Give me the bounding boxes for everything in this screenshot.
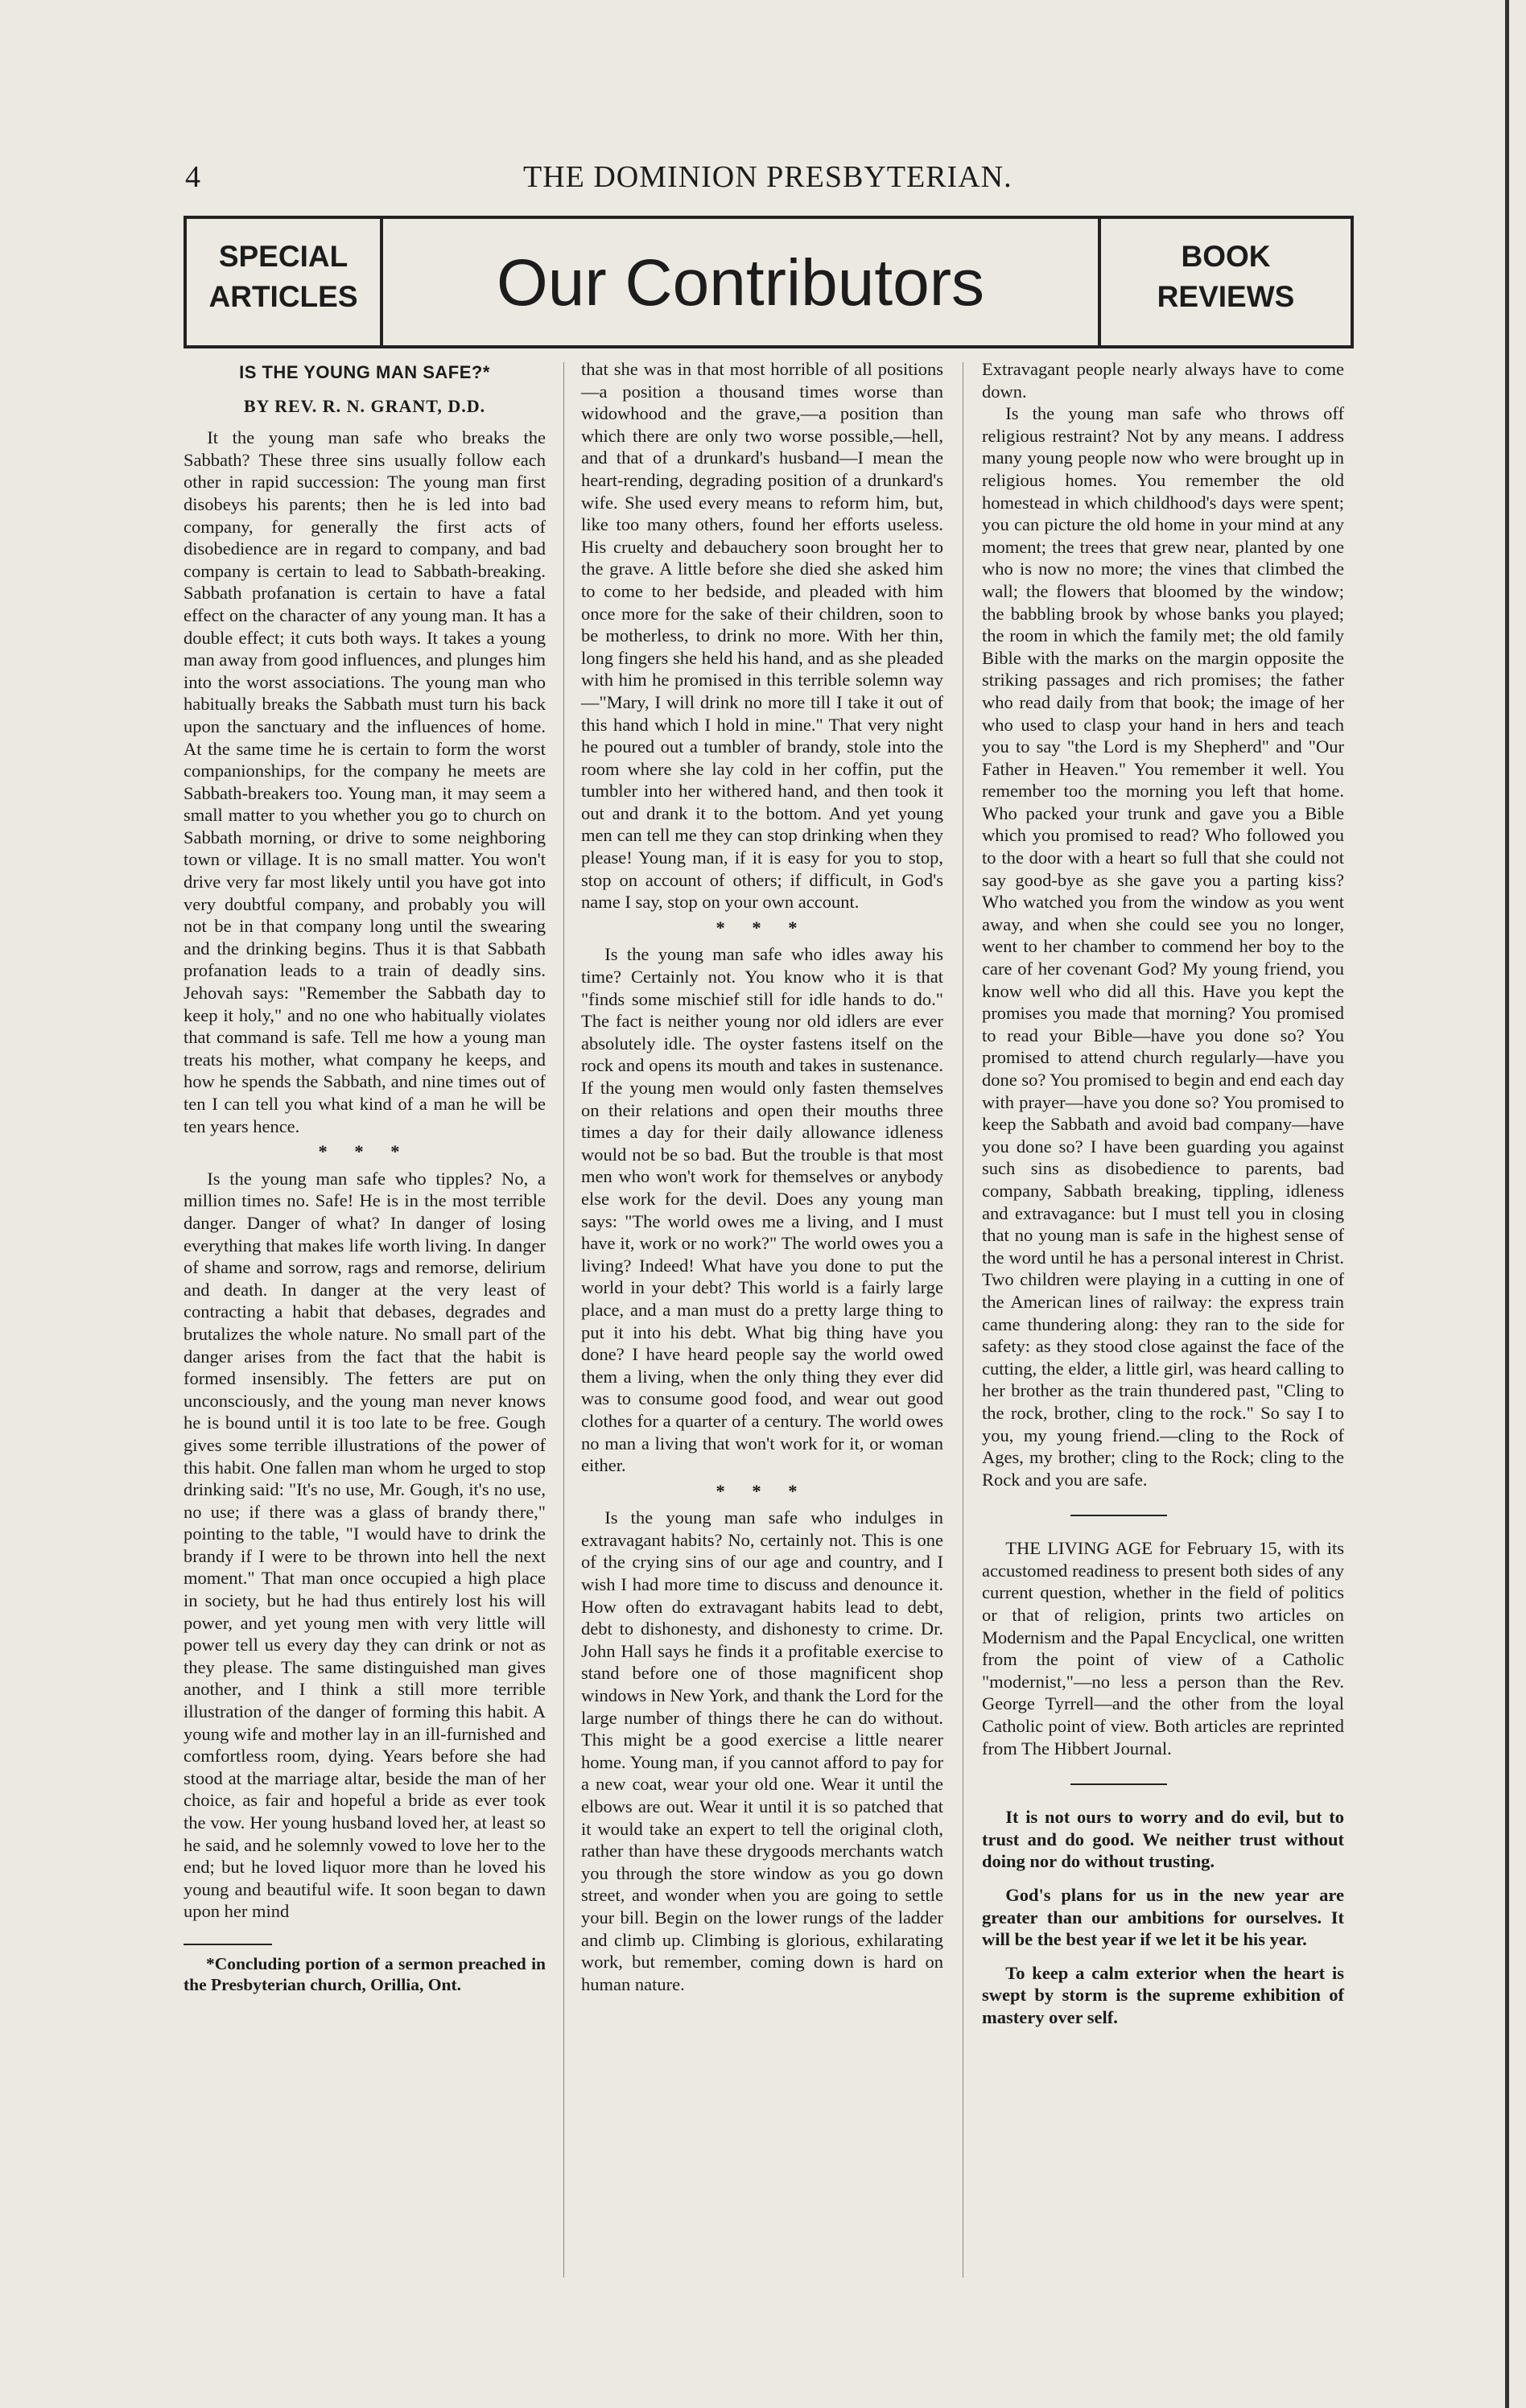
paragraph: Is the young man safe who indulges in extravagant habits? No, certainly not. This is one of the crying sins of our age and country, and I wish I had more time to discuss and denounce it. How often do extravagant habits lead to debt, debt to dishonesty, and dishonesty to crime. Dr. John Hall says he finds it a profitable exercise to stand before one of those magnificent shop windows in New York, and thank the Lord for the large number of things there he can do without. This might be a good exercise a little nearer home. Young man, if you cannot afford to pay for a new coat, wear your old one. Wear it until the elbows are out. Wear it until it is so patched that it would take an expert to tell the original cloth, rather than have these drygoods merchants watch you through the store window as you go down street, and wonder when you are going to settle your bill. Begin on the lower rungs of the ladder and climb up. Climbing is glorious, exhilarating work, but remember, coming down is hard on human nature. <box>581 1507 943 1994</box>
section-separator: * * * <box>318 1141 411 1162</box>
maxim: God's plans for us in the new year are greater than our ambitions for ourselves. It will be the best year if we let it be his year. <box>982 1885 1344 1950</box>
page-number: 4 <box>185 160 201 194</box>
column-rule <box>563 362 564 2278</box>
footnote-rule <box>184 1944 272 1945</box>
paragraph: Extravagant people nearly always have to come down. <box>982 359 1344 402</box>
column-2 <box>581 358 943 1995</box>
column-3 <box>982 358 1344 2029</box>
section-separator: * * * <box>716 1480 809 1501</box>
banner-right-line2: REVIEWS <box>1157 280 1295 313</box>
living-age-notice: THE LIVING AGE for February 15, with its accustomed readiness to present both sides of any current question, whether in the field of politics or that of religion, prints two articles on Modernism and the Papal Encyclical, one written from the point of view of a Catholic "modernist,"—no less a person than the Rev. George Tyrrell—and the other from the loyal Catholic point of view. Both articles are reprinted from The Hibbert Journal. <box>982 1538 1344 1759</box>
paragraph: that she was in that most horrible of all positions—a position a thousand times worse than widowhood and the grave,—a position than which there are only two worse possible,—hell, and that of a drunkard's husband—I mean the heart-rending, degrading position of a drunkard's wife. She used every means to reform him, but, like too many others, found her efforts useless. His cruelty and debauchery soon brought her to the grave. A little before she died she asked him to come to her bedside, and pleaded with him once more for the sake of their children, soon to be motherless, to drink no more. With her thin, long fingers she held his hand, and as she pleaded with him he promised in this terrible solemn way—"Mary, I will drink no more till I take it out of this hand which I hold in mine." That very night he poured out a tumbler of brandy, stole into the room where she lay cold in her coffin, put the tumbler into her withered hand, and then took it out and drank it to the bottom. And yet young men can tell me they can stop drinking when they please! Young man, if it is easy for you to stop, stop on account of others; if difficult, in God's name I say, stop on your own account. <box>581 359 943 913</box>
running-header <box>177 159 1365 200</box>
footnote: *Concluding portion of a sermon preached in the Presbyterian church, Orillia, Ont. <box>184 1953 546 1994</box>
article-title: IS THE YOUNG MAN SAFE?* <box>239 362 490 382</box>
banner-right-line1: BOOK <box>1181 240 1271 273</box>
paragraph: Is the young man safe who throws off religious restraint? Not by any means. I address many young people now who were brought up in religious homes. You remember the old homestead in which childhood's days were spent; you can picture the old home in your mind at any moment; the trees that grew near, planted by one who is now no more; the vines that climbed the wall; the flowers that bloomed by the window; the babbling brook by whose banks you played; the room in which the family met; the old family Bible with the marks on the margin opposite the striking passages and rich promises; the father who read daily from that book; the image of her who used to clasp your hand in hers and teach you to say "the Lord is my Shepherd" and "Our Father in Heaven." You remember it well. You remember too the morning you left that home. Who packed your trunk and gave you a Bible which you promised to read? Who followed you to the door with a heart so full that she could not say good-bye as she gave you a parting kiss? Who watched you from the window as you went away, and when she could see you no longer, went to her chamber to commend her boy to the care of her covenant God? My young friend, you know well who did all this. Have you kept the promises you made that morning? You promised to read your Bible—have you done so? You promised to attend church regularly—have you done so? You promised to begin and end each day with prayer—have you done so? You promised to keep the Sabbath and avoid bad company—have you done so? I have been guarding you against such sins as disobedience to parents, bad company, Sabbath breaking, tippling, idleness and extravagance: but I must tell you in closing that no young man is safe in the highest sense of the word until he has a personal interest in Christ. Two children were playing in a cutting in one of the American lines of railway: the express train came thundering along: they ran to the side for safety: as they stood close against the face of the cutting, the elder, a little girl, was heard calling to her brother as the train thundered past, "Cling to the rock, brother, cling to the rock." So say I to you, my young friend.—cling to the Rock of Ages, my brother; cling to the Rock; cling to the Rock and you are safe. <box>982 403 1344 1490</box>
section-title: Our Contributors <box>496 246 985 320</box>
banner-left-line2: ARTICLES <box>208 280 358 313</box>
section-banner <box>184 216 1354 348</box>
article-byline: BY REV. R. N. GRANT, D.D. <box>243 395 486 416</box>
publication-title: THE DOMINION PRESBYTERIAN. <box>523 160 1013 194</box>
divider <box>1070 1783 1167 1785</box>
maxim: To keep a calm exterior when the heart is swept by storm is the supreme exhibition of mastery over self. <box>982 1962 1344 2027</box>
special-articles-label <box>187 219 383 345</box>
book-reviews-label <box>1098 219 1351 345</box>
column-1 <box>184 358 546 1995</box>
divider <box>1070 1515 1167 1516</box>
page-edge-rule <box>1505 0 1509 2408</box>
paragraph: It the young man safe who breaks the Sabbath? These three sins usually follow each other in rapid succession: The young man first disobeys his parents; then he is led into bad company, for generally the first acts of disobedience are in regard to company, and bad company is certain to lead to Sabbath-breaking. Sabbath profanation is certain to have a fatal effect on the character of any young man. It has a double effect; it cuts both ways. It takes a young man away from good influences, and plunges him into the worst associations. The young man who habitually breaks the Sabbath must turn his back upon the sanctuary and the influences of home. At the same time he is certain to form the worst companionships, for the company he meets are Sabbath-breakers too. Young man, it may seem a small matter to you whether you go to church on Sabbath morning, or drive to some neighboring town or village. It is no small matter. You won't drive very far most likely until you have got into very doubtful company, and probably you will not be in that company long until the swearing and the drinking begins. Thus it is that Sabbath profanation leads to a train of deadly sins. Jehovah says: "Remember the Sabbath day to keep it holy," and no one who habitually violates that command is safe. Tell me how a young man treats his mother, what company he keeps, and how he spends the Sabbath, and nine times out of ten I can tell you what kind of a man he will be ten years hence. <box>184 427 546 1136</box>
section-separator: * * * <box>716 917 809 938</box>
paragraph: Is the young man safe who tipples? No, a million times no. Safe! He is in the most terrible danger. Danger of what? In danger of losing everything that makes life worth living. In danger of shame and sorrow, rags and remorse, delirium and death. In danger at the very least of contracting a habit that debases, degrades and brutalizes the whole nature. No small part of the danger arises from the fact that the habit is formed insensibly. The fetters are put on unconsciously, and the young man never knows he is bound until it is too late to be free. Gough gives some terrible illustrations of the power of this habit. One fallen man whom he urged to stop drinking said: "It's no use, Mr. Gough, it's no use, no use; if there was a glass of brandy there," pointing to the table, "I would have to drink the brandy if I were to be thrown into hell the next moment." That man once occupied a high place in society, but he had thus entirely lost his will power, and yet young men with very little will power tell us every day they can drink or not as they please. The same distinguished man gives another, and I think a still more terrible illustration of the danger of forming this habit. A young wife and mother lay in an ill-furnished and comfortless room, dying. Years before she had stood at the marriage altar, beside the man of her choice, as fair and hopeful a bride as ever took the vow. Her young husband loved her, at least so he said, and he solemnly vowed to love her to the end; but he loved liquor more than he loved his young and beautiful wife. It soon began to dawn upon her mind <box>184 1168 546 1922</box>
banner-left-line1: SPECIAL <box>218 240 349 273</box>
maxim: It is not ours to worry and do evil, but to trust and do good. We neither trust without doing nor do without trusting. <box>982 1807 1344 1872</box>
paragraph: Is the young man safe who idles away his time? Certainly not. You know who it is that "finds some mischief still for idle hands to do." The fact is neither young nor old idlers are ever absolutely idle. The oyster fastens itself on the rock and opens its mouth and takes in sustenance. If the young men would only fasten themselves on their relations and open their mouths three times a day for their daily allowance idleness would not be so bad. But the trouble is that most men who won't work for themselves or anybody else work for the devil. Does any young man says: "The world owes me a living, and I must have it, work or no work?" The world owes you a living? Indeed! What have you done to put the world in your debt? This world is a fairly large place, and a man must do a pretty large thing to put it into his debt. What big thing have you done? I have heard people say the world owed them a living, when the only thing they ever did was to consume good food, and wear out good clothes for a quarter of a century. The world owes no man a living that won't work for it, or woman either. <box>581 944 943 1476</box>
